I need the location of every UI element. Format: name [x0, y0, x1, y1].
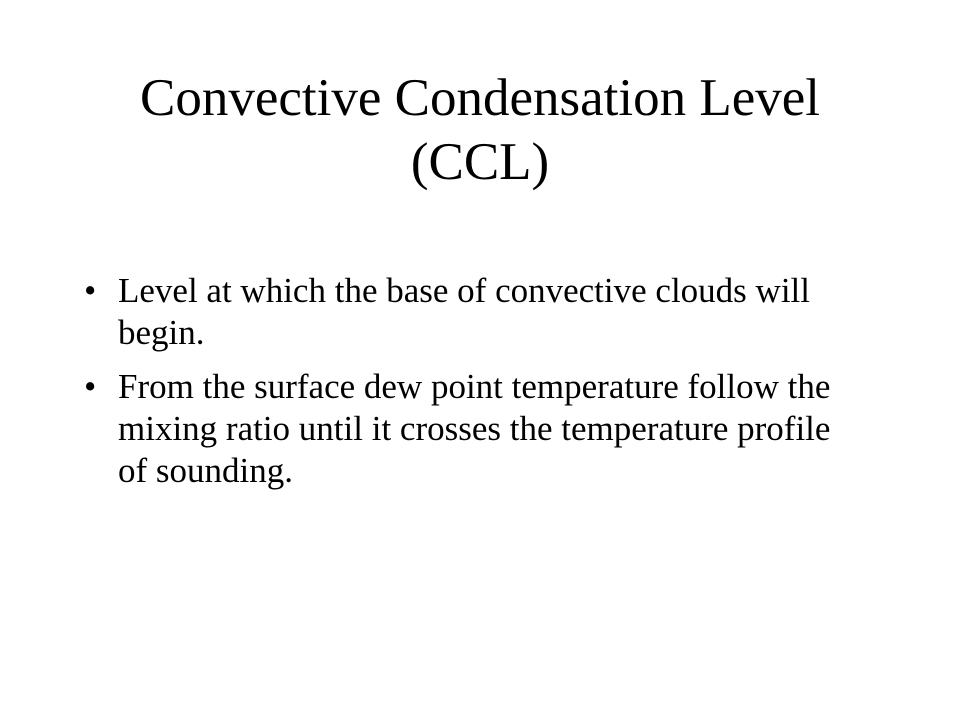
bullet-text-2: From the surface dew point temperature follow the mixing ratio until it crosses the temperature profile of sounding.: [118, 367, 831, 490]
bullet-item-2: [84, 366, 864, 492]
bullet-item-1: [84, 270, 864, 354]
bullet-text-1: Level at which the base of convective clouds will begin.: [118, 271, 810, 352]
slide-title-line-1: Convective Condensation Level: [140, 69, 820, 127]
slide-title: [60, 66, 900, 194]
bullet-dot-icon: •: [84, 367, 97, 406]
bullet-list: [84, 270, 864, 504]
bullet-dot-icon: •: [84, 271, 97, 310]
slide-title-line-2: (CCL): [410, 133, 550, 191]
